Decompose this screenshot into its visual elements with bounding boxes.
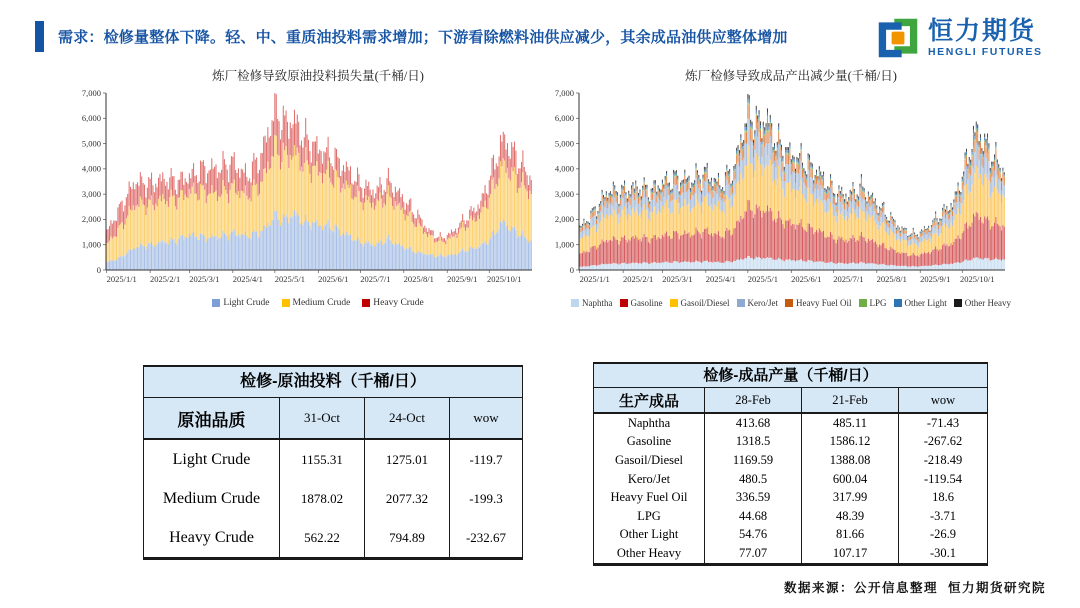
product-output-reduction-plot — [543, 85, 1011, 290]
row-value: -119.7 — [449, 440, 522, 479]
svg-text:3,000: 3,000 — [81, 188, 101, 199]
legend-item — [737, 298, 779, 308]
legend-swatch-icon — [670, 299, 678, 307]
legend-label: Gasoline — [630, 298, 663, 308]
row-value: 485.11 — [801, 414, 898, 433]
legend-item — [894, 298, 947, 308]
legend-label: Naphtha — [582, 298, 613, 308]
svg-text:2025/3/1: 2025/3/1 — [662, 274, 693, 284]
row-value: -119.54 — [898, 470, 987, 489]
chart-title: 炼厂检修导致原油投料损失量(千桶/日) — [212, 69, 424, 83]
table-title: 检修-成品产量（千桶/日） — [594, 364, 987, 388]
legend-swatch-icon — [571, 299, 579, 307]
table-header-cell: 31-Oct — [279, 398, 364, 438]
chart-legend — [70, 298, 538, 308]
svg-text:7,000: 7,000 — [81, 87, 101, 98]
row-value: -71.43 — [898, 414, 987, 433]
svg-text:6,000: 6,000 — [81, 113, 101, 124]
header-accent-bar — [35, 21, 44, 52]
row-value: -218.49 — [898, 451, 987, 470]
row-value: 480.5 — [704, 470, 801, 489]
svg-text:2025/4/1: 2025/4/1 — [232, 274, 263, 284]
svg-text:2,000: 2,000 — [81, 214, 101, 225]
row-label: Kero/Jet — [627, 471, 671, 486]
svg-text:2025/5/1: 2025/5/1 — [274, 274, 305, 284]
row-value: 794.89 — [364, 518, 449, 557]
table-body — [594, 414, 987, 563]
table-row — [594, 451, 987, 470]
legend-swatch-icon — [737, 299, 745, 307]
table-body — [144, 440, 522, 557]
row-value: 1275.01 — [364, 440, 449, 479]
table-title: 检修-原油投料（千桶/日） — [144, 367, 522, 398]
legend-item — [859, 298, 887, 308]
legend-swatch-icon — [620, 299, 628, 307]
legend-item — [282, 298, 351, 308]
legend-swatch-icon — [894, 299, 902, 307]
row-value: -26.9 — [898, 526, 987, 545]
row-label: Medium Crude — [162, 489, 261, 507]
legend-swatch-icon — [954, 299, 962, 307]
table-row — [594, 507, 987, 526]
table-header-cell: wow — [898, 388, 987, 412]
table-row — [144, 518, 522, 557]
row-value: 1878.02 — [279, 479, 364, 518]
row-value: 1586.12 — [801, 433, 898, 452]
svg-text:1,000: 1,000 — [81, 239, 101, 250]
row-value: 77.07 — [704, 544, 801, 563]
svg-text:0: 0 — [96, 264, 101, 275]
hengli-logo-icon — [876, 16, 920, 60]
row-label: Other Heavy — [616, 545, 682, 560]
svg-text:3,000: 3,000 — [554, 188, 574, 199]
svg-text:2025/3/1: 2025/3/1 — [189, 274, 220, 284]
legend-label: Heavy Crude — [373, 298, 424, 308]
row-value: 336.59 — [704, 488, 801, 507]
row-value: 413.68 — [704, 414, 801, 433]
table-header-cell: wow — [449, 398, 522, 438]
legend-item — [620, 298, 663, 308]
svg-text:0: 0 — [569, 264, 574, 275]
table-row — [594, 414, 987, 433]
svg-text:2025/6/1: 2025/6/1 — [318, 274, 349, 284]
row-value: 317.99 — [801, 488, 898, 507]
row-value: -267.62 — [898, 433, 987, 452]
table-header-row — [144, 398, 522, 440]
page-title: 需求：检修量整体下降。轻、中、重质油投料需求增加；下游看除燃料油供应减少，其余成品油供应整体增加 — [58, 29, 788, 46]
row-value: -199.3 — [449, 479, 522, 518]
svg-text:2025/10/1: 2025/10/1 — [960, 274, 995, 284]
svg-text:2025/5/1: 2025/5/1 — [747, 274, 778, 284]
table-header-cell: 24-Oct — [364, 398, 449, 438]
table-row — [594, 526, 987, 545]
table-row — [594, 544, 987, 563]
product-output-reduction-chart — [543, 66, 1011, 308]
legend-swatch-icon — [282, 299, 290, 307]
legend-label: Kero/Jet — [747, 298, 778, 308]
logo-text — [928, 18, 1043, 57]
svg-text:1,000: 1,000 — [554, 239, 574, 250]
svg-text:2025/7/1: 2025/7/1 — [833, 274, 864, 284]
svg-text:2025/9/1: 2025/9/1 — [920, 274, 951, 284]
hengli-futures-logo — [876, 16, 1043, 60]
svg-text:2025/8/1: 2025/8/1 — [876, 274, 907, 284]
svg-text:2025/2/1: 2025/2/1 — [623, 274, 654, 284]
row-label: Heavy Crude — [169, 528, 254, 546]
legend-label: Gasoil/Diesel — [680, 298, 730, 308]
row-value: 600.04 — [801, 470, 898, 489]
table-row — [594, 488, 987, 507]
crude-input-table — [143, 365, 523, 560]
row-label: Gasoil/Diesel — [614, 452, 684, 467]
svg-text:4,000: 4,000 — [81, 163, 101, 174]
chart-legend — [543, 298, 1011, 308]
crude-input-loss-chart — [70, 66, 538, 308]
row-label: Naphtha — [627, 415, 671, 430]
svg-text:2025/4/1: 2025/4/1 — [705, 274, 736, 284]
svg-text:2025/8/1: 2025/8/1 — [403, 274, 434, 284]
svg-text:2025/6/1: 2025/6/1 — [791, 274, 822, 284]
legend-item — [785, 298, 852, 308]
svg-text:2025/9/1: 2025/9/1 — [447, 274, 478, 284]
row-label: Light Crude — [172, 450, 251, 468]
row-value: 562.22 — [279, 518, 364, 557]
svg-text:2025/2/1: 2025/2/1 — [150, 274, 181, 284]
svg-text:4,000: 4,000 — [554, 163, 574, 174]
table-header-cell: 28-Feb — [704, 388, 801, 412]
table-row — [594, 433, 987, 452]
row-value: 1388.08 — [801, 451, 898, 470]
legend-item — [362, 298, 423, 308]
legend-item — [670, 298, 730, 308]
row-label: Gasoline — [626, 434, 672, 449]
svg-text:5,000: 5,000 — [81, 138, 101, 149]
chart-title: 炼厂检修导致成品产出减少量(千桶/日) — [685, 69, 897, 83]
row-value: 1318.5 — [704, 433, 801, 452]
table-header-name: 生产成品 — [618, 392, 679, 410]
svg-text:5,000: 5,000 — [554, 138, 574, 149]
table-header-name: 原油品质 — [177, 410, 246, 430]
legend-item — [571, 298, 613, 308]
svg-text:2025/1/1: 2025/1/1 — [106, 274, 137, 284]
row-value: -30.1 — [898, 544, 987, 563]
table-header-cell: 21-Feb — [801, 388, 898, 412]
table-row — [594, 470, 987, 489]
legend-label: Medium Crude — [292, 298, 351, 308]
legend-label: LPG — [869, 298, 887, 308]
legend-item — [954, 298, 1011, 308]
product-output-table — [593, 362, 988, 566]
legend-label: Light Crude — [223, 298, 270, 308]
row-value: -232.67 — [449, 518, 522, 557]
row-value: 48.39 — [801, 507, 898, 526]
logo-en-text: HENGLI FUTURES — [928, 45, 1043, 58]
svg-text:7,000: 7,000 — [554, 87, 574, 98]
data-source-note: 数据来源：公开信息整理 恒力期货研究院 — [784, 581, 1046, 595]
svg-text:2,000: 2,000 — [554, 214, 574, 225]
legend-label: Other Heavy — [964, 298, 1011, 308]
svg-text:2025/1/1: 2025/1/1 — [579, 274, 610, 284]
row-label: LPG — [637, 508, 661, 523]
row-value: 54.76 — [704, 526, 801, 545]
legend-item — [212, 298, 269, 308]
crude-input-loss-plot — [70, 85, 538, 290]
svg-text:2025/10/1: 2025/10/1 — [487, 274, 522, 284]
row-value: 81.66 — [801, 526, 898, 545]
svg-text:2025/7/1: 2025/7/1 — [360, 274, 391, 284]
row-value: -3.71 — [898, 507, 987, 526]
row-value: 107.17 — [801, 544, 898, 563]
svg-text:6,000: 6,000 — [554, 113, 574, 124]
legend-swatch-icon — [859, 299, 867, 307]
legend-label: Heavy Fuel Oil — [796, 298, 852, 308]
row-value: 18.6 — [898, 488, 987, 507]
row-value: 2077.32 — [364, 479, 449, 518]
table-header-row — [594, 388, 987, 414]
logo-cn-text: 恒力期货 — [928, 17, 1037, 46]
row-label: Heavy Fuel Oil — [610, 490, 688, 505]
legend-label: Other Light — [904, 298, 947, 308]
table-row — [144, 440, 522, 479]
row-value: 44.68 — [704, 507, 801, 526]
legend-swatch-icon — [362, 299, 370, 307]
row-value: 1169.59 — [704, 451, 801, 470]
table-row — [144, 479, 522, 518]
legend-swatch-icon — [785, 299, 793, 307]
row-value: 1155.31 — [279, 440, 364, 479]
legend-swatch-icon — [212, 299, 220, 307]
row-label: Other Light — [619, 527, 679, 542]
